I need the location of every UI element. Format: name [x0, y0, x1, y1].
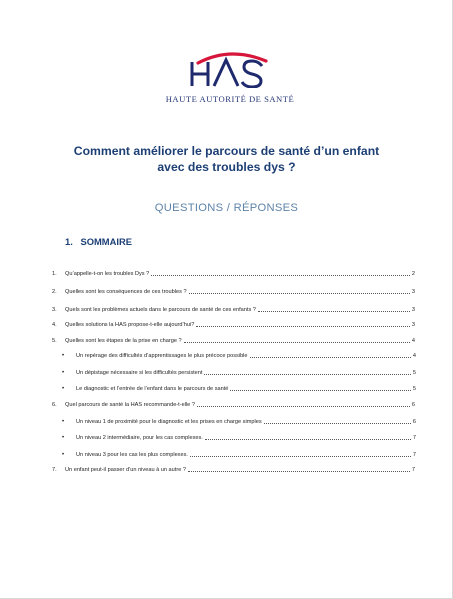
toc-entry-page: 7: [411, 467, 415, 473]
toc-entry-number: 2.: [52, 289, 57, 295]
toc-entry-page: 7: [412, 435, 416, 441]
toc-subentry[interactable]: [62, 348, 416, 360]
toc-entry-label: Le diagnostic et l’entrée de l’enfant dans le parcours de santé: [76, 386, 229, 392]
toc-entry-page: 6: [412, 419, 416, 425]
toc-entry-label: Quel parcours de santé la HAS recommande-t-elle ?: [65, 402, 195, 408]
toc-entry-label: Quelles sont les étapes de la prise en charge ?: [65, 338, 182, 344]
toc-subentry[interactable]: [62, 447, 416, 459]
toc-leader-dots: [205, 438, 411, 440]
section-heading: [65, 236, 132, 247]
toc-bullet: •: [62, 435, 65, 441]
toc-leader-dots: [196, 325, 410, 327]
toc-entry-number: 1.: [52, 271, 57, 277]
toc-entry-number: 4.: [52, 322, 57, 328]
section-title: SOMMAIRE: [80, 236, 132, 247]
toc-entry-page: 2: [411, 271, 415, 277]
toc-entry-label: Un enfant peut-il passer d’un niveau à un autre ?: [65, 467, 186, 473]
toc-leader-dots: [184, 341, 410, 343]
document-title-line-1: Comment améliorer le parcours de santé d’un enfant: [73, 144, 380, 158]
toc-entry[interactable]: [52, 302, 415, 314]
toc-entry-label: Un niveau 3 pour les cas les plus complexes.: [76, 452, 188, 458]
toc-entry-label: Un niveau 2 intermédiaire, pour les cas complexes.: [76, 435, 203, 441]
toc-entry-number: 6.: [52, 402, 57, 408]
toc-bullet: •: [62, 353, 65, 359]
toc-entry-label: Qu’appelle-t-on les troubles Dys ?: [65, 271, 150, 277]
toc-leader-dots: [264, 422, 411, 424]
toc-subentry[interactable]: [62, 430, 416, 442]
toc-entry[interactable]: [52, 397, 415, 409]
toc-leader-dots: [258, 310, 410, 312]
toc-entry-page: 7: [412, 452, 416, 458]
toc-leader-dots: [188, 470, 410, 472]
toc-entry-label: Un repérage des difficultés d’apprentissages le plus précoce possible: [76, 353, 248, 359]
document-title-line-2: avec des troubles dys ?: [157, 160, 296, 174]
toc-leader-dots: [151, 274, 410, 276]
document-title: [40, 143, 413, 175]
toc-entry-number: 5.: [52, 338, 57, 344]
toc-entry-number: 7.: [52, 467, 57, 473]
toc-leader-dots: [197, 405, 410, 407]
toc-subentry[interactable]: [62, 381, 416, 393]
toc-entry-page: 5: [412, 386, 416, 392]
toc-leader-dots: [250, 356, 411, 358]
has-logo-mark-icon: [182, 50, 278, 88]
has-logo: [150, 50, 310, 108]
toc-entry[interactable]: [52, 266, 415, 278]
toc-entry-page: 3: [411, 307, 415, 313]
toc-entry-number: 3.: [52, 307, 57, 313]
toc-entry-page: 6: [411, 402, 415, 408]
toc-entry-label: Un dépistage nécessaire si les difficultés persistent: [76, 370, 203, 376]
toc-entry[interactable]: [52, 284, 415, 296]
toc-bullet: •: [62, 452, 65, 458]
section-number: 1.: [65, 236, 73, 247]
toc-entry-page: 3: [411, 322, 415, 328]
toc-leader-dots: [230, 389, 410, 391]
toc-entry-label: Quelles sont les conséquences de ces troubles ?: [65, 289, 187, 295]
toc-leader-dots: [189, 292, 410, 294]
toc-entry-page: 4: [412, 353, 416, 359]
toc-bullet: •: [62, 419, 65, 425]
toc-entry-page: 5: [412, 370, 416, 376]
toc-subentry[interactable]: [62, 365, 416, 377]
toc-entry[interactable]: [52, 317, 415, 329]
toc-entry[interactable]: [52, 333, 415, 345]
toc-entry-label: Quelles solutions la HAS propose-t-elle aujourd’hui?: [65, 322, 195, 328]
toc-entry-label: Un niveau 1 de proximité pour le diagnostic et les prises en charge simples: [76, 419, 262, 425]
toc-bullet: •: [62, 386, 65, 392]
toc-entry-page: 4: [411, 338, 415, 344]
toc-entry-page: 3: [411, 289, 415, 295]
toc-leader-dots: [204, 373, 410, 375]
toc-bullet: •: [62, 370, 65, 376]
toc-leader-dots: [190, 455, 411, 457]
document-subtitle: QUESTIONS / RÉPONSES: [154, 202, 299, 214]
toc-subentry[interactable]: [62, 414, 416, 426]
toc-entry[interactable]: [52, 462, 415, 474]
toc-entry-label: Quels sont les problèmes actuels dans le parcours de santé de ces enfants ?: [65, 307, 256, 313]
logo-subtitle: HAUTE AUTORITÉ DE SANTÉ: [165, 94, 295, 104]
